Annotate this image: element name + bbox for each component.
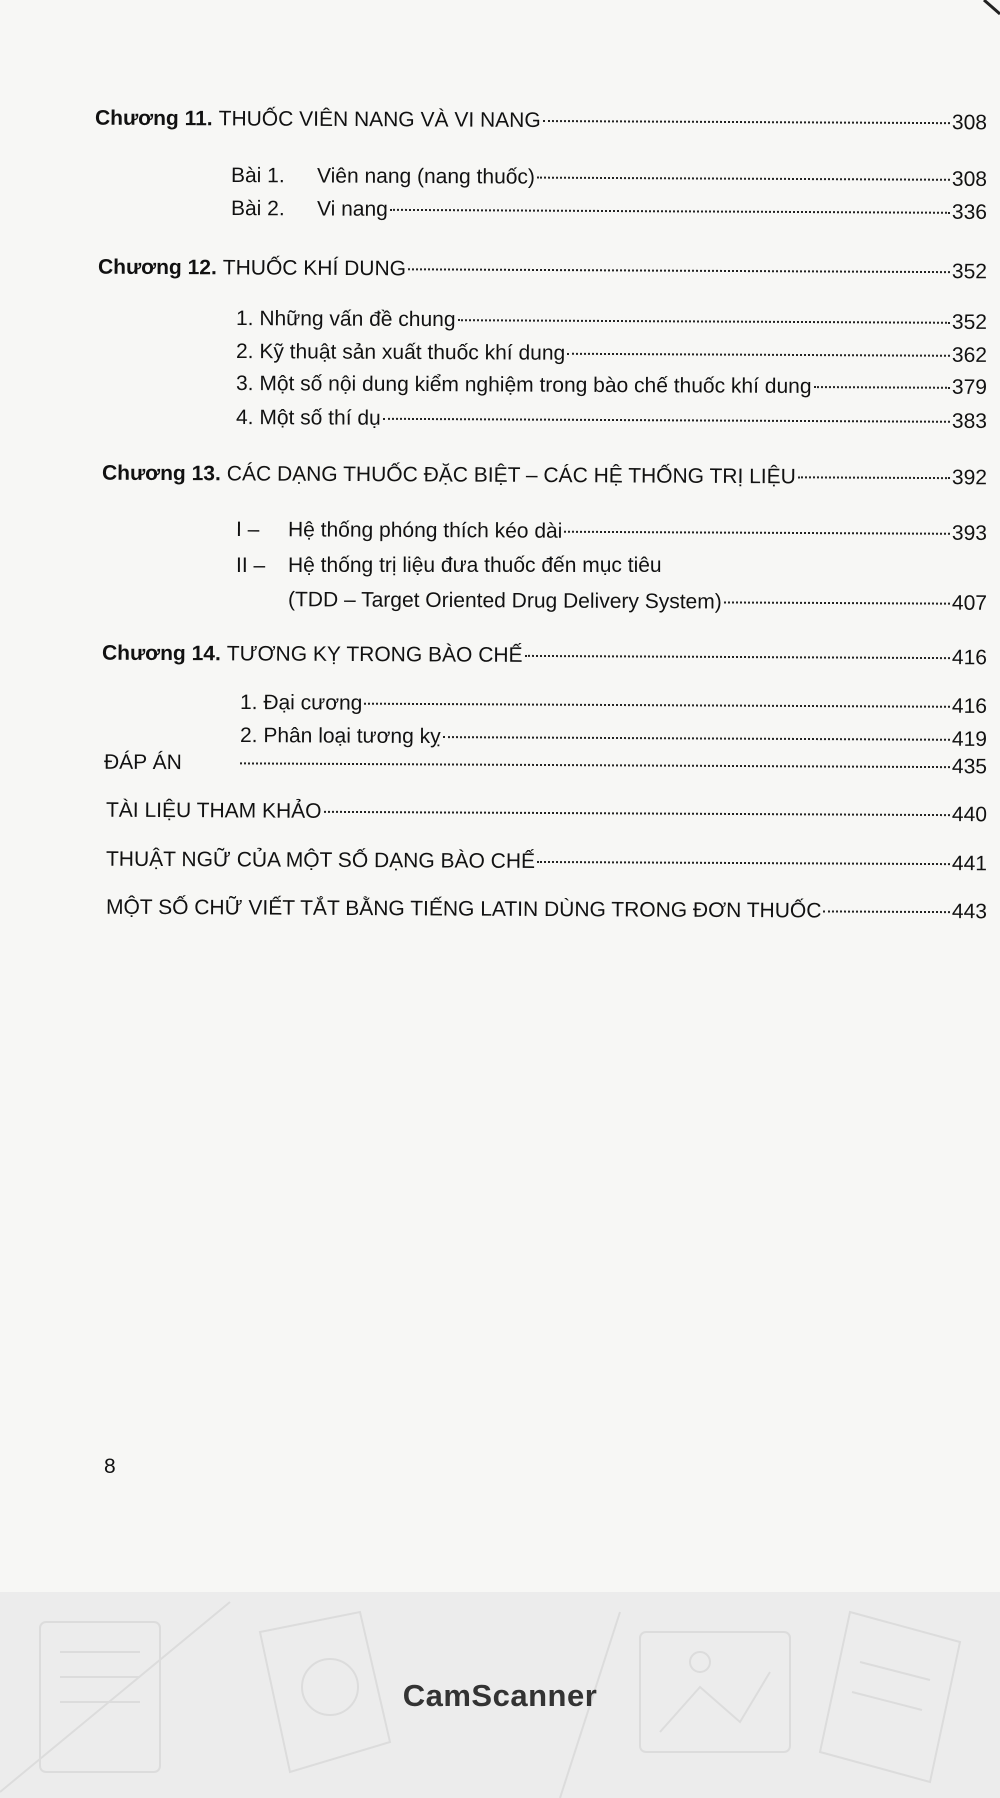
toc-chapter-14	[102, 641, 987, 672]
chapter-label: Chương 12.	[97, 255, 217, 280]
chapter-label: Chương 14.	[101, 641, 221, 666]
chapter-label: Chương 13.	[101, 461, 221, 486]
dot-leader	[537, 861, 950, 865]
toc-page: 440	[951, 803, 988, 827]
roman-label: I –	[235, 518, 260, 542]
toc-page: 419	[951, 727, 988, 751]
toc-title: Vi nang	[316, 197, 388, 221]
toc-page: 308	[951, 167, 988, 191]
toc-title: ĐÁP ÁN	[103, 750, 182, 775]
toc-page: 308	[951, 111, 988, 135]
toc-lesson-11-1	[231, 163, 987, 193]
chapter-label: Chương 11.	[94, 106, 213, 131]
toc-system-1	[236, 517, 987, 547]
toc-title: THUỐC KHÍ DUNG	[222, 256, 407, 281]
toc-title: 4. Một số thí dụ	[235, 406, 381, 430]
toc-page: 407	[951, 591, 988, 615]
toc-system-2	[288, 587, 987, 617]
toc-title: THUỐC VIÊN NANG VÀ VI NANG	[218, 107, 541, 132]
toc-title: 3. Một số nội dung kiểm nghiệm trong bào chế thuốc khí dung	[235, 372, 812, 399]
page-corner-mark	[980, 0, 1000, 20]
lesson-label: Bài 1.	[230, 164, 285, 188]
dot-leader	[543, 120, 950, 124]
dot-leader	[364, 703, 950, 708]
dot-leader	[823, 910, 950, 913]
toc-page: 383	[951, 409, 988, 433]
toc-system-2-heading	[236, 553, 662, 579]
dot-leader	[443, 736, 950, 741]
toc-section-12-4	[236, 405, 987, 435]
dot-leader	[724, 601, 950, 604]
camscanner-brand: CamScanner	[402, 1678, 598, 1713]
toc-title: 2. Phân loại tương kỵ	[239, 724, 441, 749]
toc-chapter-13	[102, 461, 987, 492]
dot-leader	[458, 319, 950, 324]
toc-page: 416	[951, 646, 988, 670]
toc-page: 352	[951, 260, 988, 284]
toc-title: CÁC DẠNG THUỐC ĐẶC BIỆT – CÁC HỆ THỐNG TRỊ LIỆU	[226, 462, 796, 489]
dot-leader	[383, 418, 950, 423]
toc-section-12-2	[236, 339, 987, 369]
dot-leader	[564, 531, 950, 535]
page-number: 8	[104, 1455, 116, 1478]
toc-section-12-3	[236, 371, 987, 401]
dot-leader	[408, 268, 950, 273]
roman-label: II –	[236, 554, 266, 577]
toc-title: THUẬT NGỮ CỦA MỘT SỐ DẠNG BÀO CHẾ	[105, 847, 536, 873]
toc-title: 1. Những vấn đề chung	[235, 307, 456, 332]
toc-lesson-11-2	[231, 196, 987, 226]
toc-page: 416	[951, 694, 988, 718]
dot-leader	[814, 386, 950, 389]
dot-leader	[323, 811, 949, 816]
toc-section-14-1	[240, 690, 987, 720]
lesson-label: Bài 2.	[230, 197, 285, 221]
toc-title: MỘT SỐ CHỮ VIẾT TẮT BẰNG TIẾNG LATIN DÙNG TRONG ĐƠN THUỐC	[105, 895, 822, 923]
toc-chapter-12	[98, 255, 987, 286]
toc-page: 441	[951, 852, 988, 876]
scanner-footer	[0, 1592, 1000, 1798]
toc-title: Hệ thống trị liệu đưa thuốc đến mục tiêu	[288, 554, 662, 577]
toc-title: TƯƠNG KỴ TRONG BÀO CHẾ	[226, 642, 523, 667]
toc-glossary	[106, 847, 987, 878]
toc-page: 352	[951, 310, 988, 334]
toc-title: 2. Kỹ thuật sản xuất thuốc khí dung	[235, 340, 566, 365]
toc-chapter-11	[95, 106, 987, 137]
toc-title: 1. Đại cương	[239, 691, 363, 715]
dot-leader	[390, 209, 950, 214]
toc-title: Hệ thống phóng thích kéo dài	[287, 518, 563, 543]
dot-leader	[567, 353, 950, 357]
toc-page: 393	[951, 521, 988, 545]
toc-answers	[104, 750, 987, 781]
toc-page: 443	[951, 900, 988, 924]
toc-page: 379	[951, 375, 988, 399]
toc-page: 435	[951, 755, 988, 779]
toc-section-12-1	[236, 306, 987, 336]
dot-leader	[798, 476, 950, 479]
toc-page: 392	[951, 466, 988, 490]
dot-leader	[525, 655, 950, 659]
dot-leader	[240, 762, 950, 768]
toc-page: 336	[951, 200, 988, 224]
toc-latin-abbreviations	[106, 895, 987, 926]
dot-leader	[537, 177, 950, 181]
toc-title: Viên nang (nang thuốc)	[316, 164, 536, 189]
toc-section-14-2	[240, 723, 987, 753]
toc-page: 362	[951, 343, 988, 367]
toc-title: TÀI LIỆU THAM KHẢO	[105, 798, 322, 823]
toc-title: (TDD – Target Oriented Drug Delivery System)	[287, 588, 722, 614]
toc-references	[106, 798, 987, 829]
